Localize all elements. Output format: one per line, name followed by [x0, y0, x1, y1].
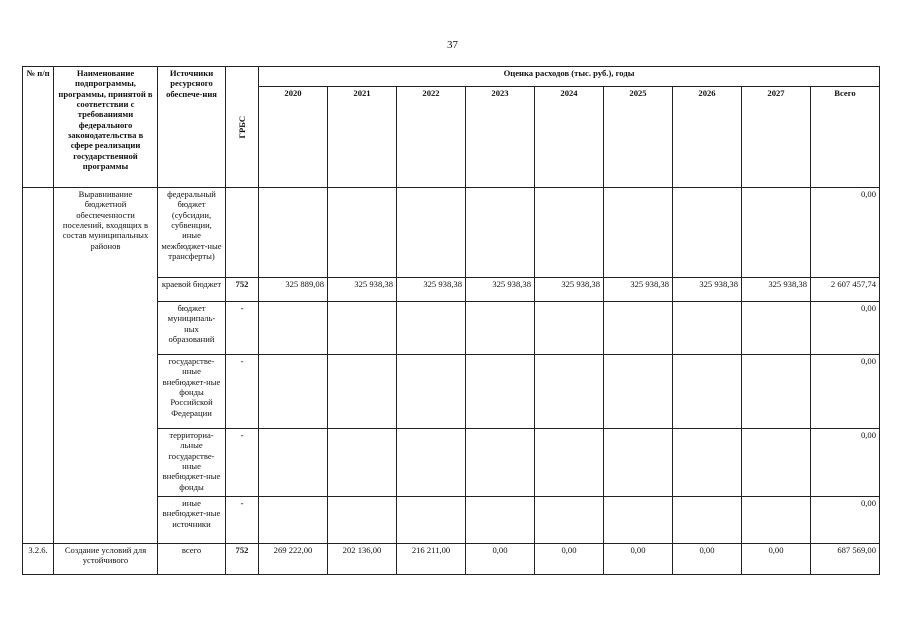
row-value: [259, 497, 328, 544]
row-grbs: [226, 188, 259, 278]
row-total: 0,00: [811, 429, 880, 497]
row-value: [673, 497, 742, 544]
row-value: [673, 429, 742, 497]
row-value: [397, 429, 466, 497]
page-number: 37: [447, 39, 458, 51]
header-estimate: Оценка расходов (тыс. руб.), годы: [259, 67, 880, 87]
row-value: [535, 302, 604, 355]
row-value: [466, 302, 535, 355]
row-total: 0,00: [811, 497, 880, 544]
header-year: 2024: [535, 87, 604, 188]
row-value: 325 938,38: [328, 278, 397, 302]
row-value: [466, 429, 535, 497]
row-value: [328, 355, 397, 429]
row-value: 325 889,08: [259, 278, 328, 302]
row-value: [397, 188, 466, 278]
row-value: [673, 302, 742, 355]
row-value: [259, 188, 328, 278]
row-value: 325 938,38: [466, 278, 535, 302]
row-total: 0,00: [811, 188, 880, 278]
budget-table: [22, 66, 880, 575]
header-num: № п/п: [23, 67, 54, 188]
row-total: 0,00: [811, 302, 880, 355]
header-year: 2027: [742, 87, 811, 188]
header-name: Наименование подпрограммы, программы, принятой в соответствии с требованиями федерального законодательства в сфере реализации государственной программы: [54, 67, 158, 188]
header-year: 2021: [328, 87, 397, 188]
row-value: [466, 497, 535, 544]
row-value: 202 136,00: [328, 544, 397, 575]
row-num: 3.2.6.: [23, 544, 54, 575]
row-value: 0,00: [535, 544, 604, 575]
row-source: краевой бюджет: [158, 278, 226, 302]
row-value: [604, 355, 673, 429]
row-value: [466, 355, 535, 429]
header-grbs-cell: [226, 67, 259, 188]
row-value: 216 211,00: [397, 544, 466, 575]
row-value: 0,00: [466, 544, 535, 575]
row-value: [397, 497, 466, 544]
header-grbs: ГРБС: [236, 115, 247, 139]
row-name: Создание условий для устойчивого: [54, 544, 158, 575]
row-value: [535, 429, 604, 497]
row-value: 325 938,38: [742, 278, 811, 302]
row-num-empty: [23, 188, 54, 544]
row-value: 0,00: [742, 544, 811, 575]
row-value: [466, 188, 535, 278]
row-grbs: 752: [226, 278, 259, 302]
row-value: [742, 355, 811, 429]
row-source: иные внебюджет-ные источники: [158, 497, 226, 544]
row-value: [259, 429, 328, 497]
row-source: всего: [158, 544, 226, 575]
header-year: 2026: [673, 87, 742, 188]
row-grbs: -: [226, 429, 259, 497]
row-value: [604, 188, 673, 278]
row-value: 269 222,00: [259, 544, 328, 575]
header-source: Источники ресурсного обеспече-ния: [158, 67, 226, 188]
row-value: [259, 355, 328, 429]
row-value: [604, 429, 673, 497]
row-value: [397, 302, 466, 355]
header-year: 2023: [466, 87, 535, 188]
row-value: [259, 302, 328, 355]
table-row: [23, 544, 880, 575]
row-value: 0,00: [673, 544, 742, 575]
row-value: [673, 188, 742, 278]
row-grbs: -: [226, 355, 259, 429]
row-value: [535, 188, 604, 278]
row-name: Выравнивание бюджетной обеспеченности поселений, входящих в состав муниципальных районов: [54, 188, 158, 544]
row-value: [328, 429, 397, 497]
row-value: [673, 355, 742, 429]
table-row: [23, 188, 880, 278]
row-value: 325 938,38: [673, 278, 742, 302]
row-total: 2 607 457,74: [811, 278, 880, 302]
row-grbs: 752: [226, 544, 259, 575]
header-total: Всего: [811, 87, 880, 188]
row-value: [604, 497, 673, 544]
row-source: территориа-льные государстве-нные внебюджет-ные фонды: [158, 429, 226, 497]
row-value: [742, 302, 811, 355]
row-value: [397, 355, 466, 429]
row-value: 0,00: [604, 544, 673, 575]
row-source: бюджет муниципаль-ных образований: [158, 302, 226, 355]
row-value: [328, 497, 397, 544]
row-value: [328, 188, 397, 278]
row-value: 325 938,38: [604, 278, 673, 302]
row-source: государстве-нные внебюджет-ные фонды Российской Федерации: [158, 355, 226, 429]
header-year: 2022: [397, 87, 466, 188]
row-value: [604, 302, 673, 355]
row-grbs: -: [226, 302, 259, 355]
header-year: 2025: [604, 87, 673, 188]
row-total: 0,00: [811, 355, 880, 429]
row-source: федеральный бюджет (субсидии, субвенции, иные межбюджет-ные трансферты): [158, 188, 226, 278]
row-value: [742, 188, 811, 278]
row-value: [742, 497, 811, 544]
row-value: [328, 302, 397, 355]
row-grbs: -: [226, 497, 259, 544]
row-value: [535, 355, 604, 429]
row-value: [535, 497, 604, 544]
row-value: [742, 429, 811, 497]
row-total: 687 569,00: [811, 544, 880, 575]
header-year: 2020: [259, 87, 328, 188]
row-value: 325 938,38: [397, 278, 466, 302]
row-value: 325 938,38: [535, 278, 604, 302]
